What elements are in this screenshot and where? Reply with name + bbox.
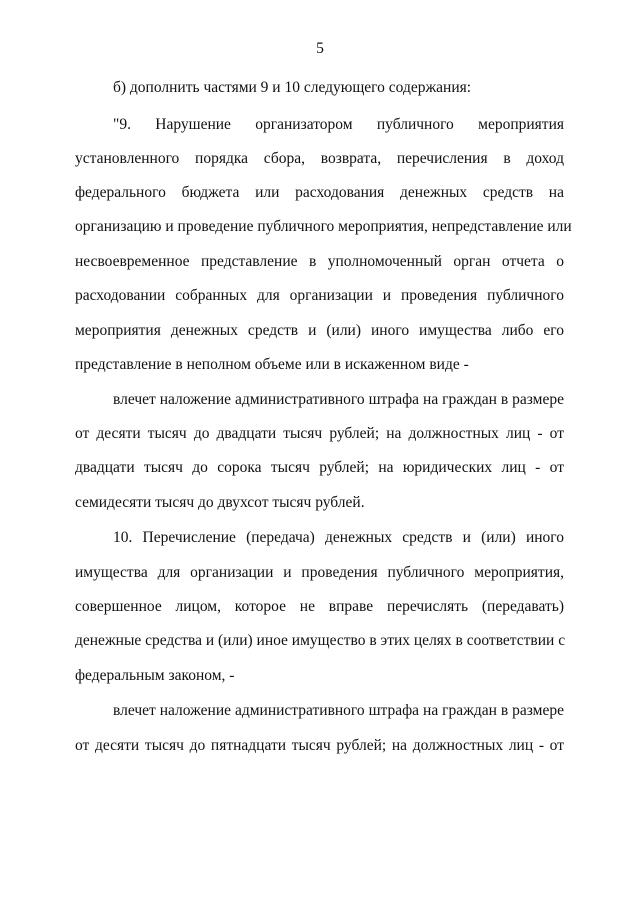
text-line: б) дополнить частями 9 и 10 следующего содержания: [113,79,472,96]
text-line: семидесяти тысяч до двухсот тысяч рублей. [75,494,365,511]
text-line: влечет наложение административного штрафа на граждан в размере [113,702,564,719]
page-number: 5 [316,40,324,57]
text-line: "9. Нарушение организатором публичного мероприятия [113,116,564,133]
text-line: несвоевременное представление в уполномоченный орган отчета о [75,253,564,270]
text-line: установленного порядка сбора, возврата, перечисления в доход [75,150,564,167]
text-line: двадцати тысяч до сорока тысяч рублей; на юридических лиц - от [75,459,564,476]
text-line: от десяти тысяч до пятнадцати тысяч рублей; на должностных лиц - от [75,737,564,754]
text-line: организацию и проведение публичного мероприятия, непредставление или [75,218,572,235]
text-line: мероприятия денежных средств и (или) иного имущества либо его [75,322,564,339]
text-line: расходовании собранных для организации и проведения публичного [75,287,564,304]
text-line: представление в неполном объеме или в искаженном виде - [75,356,469,373]
text-line: совершенное лицом, которое не вправе перечислять (передавать) [75,598,564,615]
text-line: федеральным законом, - [75,667,235,684]
text-line: имущества для организации и проведения публичного мероприятия, [75,564,564,581]
text-line: федерального бюджета или расходования денежных средств на [75,184,564,201]
text-line: 10. Перечисление (передача) денежных средств и (или) иного [113,529,564,546]
text-line: от десяти тысяч до двадцати тысяч рублей; на должностных лиц - от [75,425,564,442]
text-line: денежные средства и (или) иное имущество в этих целях в соответствии с [75,632,566,649]
text-line: влечет наложение административного штрафа на граждан в размере [113,391,564,408]
